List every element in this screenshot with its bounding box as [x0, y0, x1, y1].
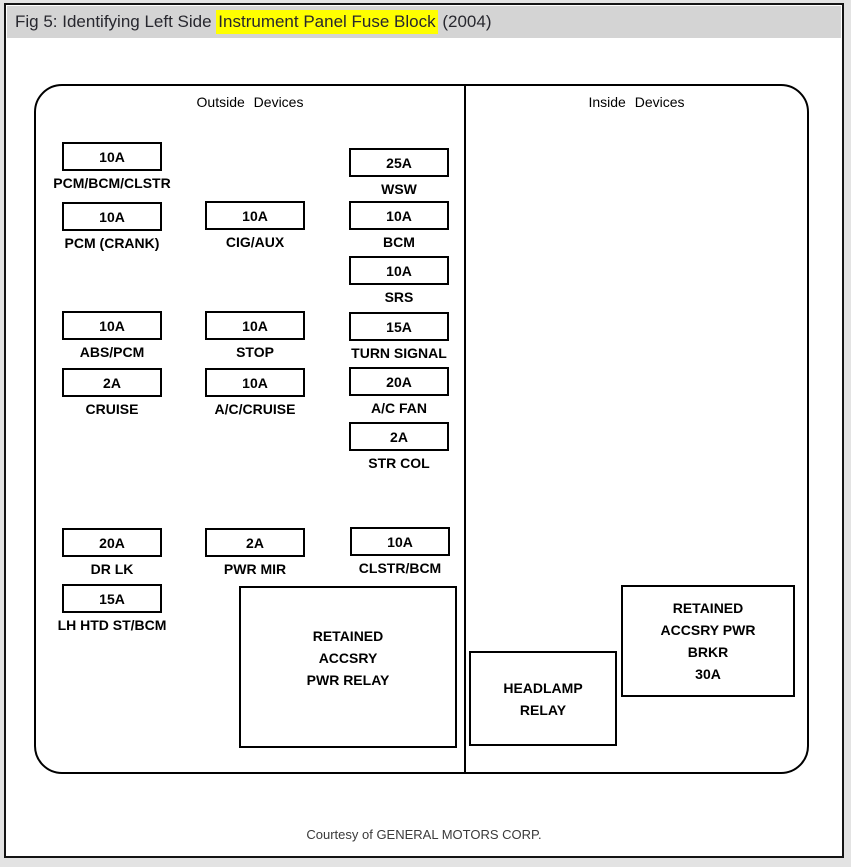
- fuse-item-cruise: [62, 368, 162, 417]
- fuse-block-diagram: [34, 84, 809, 774]
- relay-text-line: HEADLAMP: [503, 679, 583, 696]
- fuse-item-clstr-bcm: [350, 527, 450, 576]
- fuse-amp-rating: 2A: [205, 528, 305, 557]
- relay-text-line: RETAINED: [672, 600, 744, 616]
- relay-text-line: 30A: [695, 666, 721, 682]
- fuse-item-lh-htd-st-bcm: [57, 584, 167, 633]
- outside-devices-header: Outside Devices: [196, 94, 304, 110]
- fuse-label: WSW: [381, 181, 417, 197]
- fuse-amp-rating: 10A: [205, 368, 305, 397]
- fuse-amp-rating: 10A: [349, 201, 449, 230]
- relay-text-line: PWR RELAY: [306, 672, 390, 688]
- fuse-amp-rating: 2A: [349, 422, 449, 451]
- fuse-item-srs: [349, 256, 449, 305]
- fuse-amp-rating: 2A: [62, 368, 162, 397]
- fuse-item-a-c-cruise: [205, 368, 305, 417]
- fuse-item-abs-pcm: [62, 311, 162, 360]
- fuse-item-cig-aux: [205, 201, 305, 250]
- fuse-amp-rating: 10A: [349, 256, 449, 285]
- fuse-amp-rating: 15A: [62, 584, 162, 613]
- courtesy-credit: Courtesy of GENERAL MOTORS CORP.: [306, 827, 542, 842]
- fuse-amp-rating: 20A: [349, 367, 449, 396]
- fuse-label: STR COL: [368, 455, 430, 471]
- fuse-label: TURN SIGNAL: [351, 345, 447, 361]
- retained-accsry-pwr-relay-box: [239, 586, 457, 748]
- fuse-amp-rating: 10A: [62, 311, 162, 340]
- fuse-label: CLSTR/BCM: [358, 560, 442, 576]
- retained-accsry-pwr-brkr-box: [621, 585, 795, 697]
- fuse-amp-rating: 20A: [62, 528, 162, 557]
- relay-text-line: RELAY: [519, 701, 567, 718]
- fuse-item-turn-signal: [349, 312, 449, 361]
- headlamp-relay-box: [469, 651, 617, 746]
- fuse-label: SRS: [384, 289, 414, 305]
- fuse-label: A/C FAN: [371, 400, 427, 416]
- fuse-item-bcm: [349, 201, 449, 250]
- fuse-amp-rating: 10A: [62, 142, 162, 171]
- fuse-label: PWR MIR: [223, 561, 287, 577]
- fuse-amp-rating: 10A: [205, 201, 305, 230]
- fuse-item-stop: [205, 311, 305, 360]
- fuse-label: A/C/CRUISE: [214, 401, 296, 417]
- fuse-label: CRUISE: [85, 401, 139, 417]
- figure-title-prefix: Fig 5: Identifying Left Side: [15, 12, 217, 31]
- relay-text-line: BRKR: [687, 644, 729, 660]
- relay-text-line: ACCSRY PWR: [660, 622, 756, 638]
- section-divider-line: [464, 86, 466, 772]
- fuse-item-str-col: [349, 422, 449, 471]
- fuse-item-pcm-bcm-clstr: [53, 142, 171, 191]
- figure-frame: [4, 3, 844, 858]
- fuse-item-pwr-mir: [205, 528, 305, 577]
- fuse-label: PCM (CRANK): [64, 235, 160, 251]
- fuse-item-wsw: [349, 148, 449, 197]
- inside-devices-header: Inside Devices: [588, 94, 685, 110]
- fuse-label: DR LK: [90, 561, 134, 577]
- fuse-label: LH HTD ST/BCM: [57, 617, 167, 633]
- fuse-amp-rating: 10A: [205, 311, 305, 340]
- fuse-label: ABS/PCM: [79, 344, 145, 360]
- fuse-amp-rating: 10A: [62, 202, 162, 231]
- fuse-amp-rating: 15A: [349, 312, 449, 341]
- figure-title-bar: [7, 6, 841, 38]
- fuse-item-dr-lk: [62, 528, 162, 577]
- relay-text-line: ACCSRY: [318, 650, 378, 666]
- fuse-label: PCM/BCM/CLSTR: [53, 175, 171, 191]
- fuse-label: STOP: [236, 344, 274, 360]
- fuse-amp-rating: 25A: [349, 148, 449, 177]
- fuse-amp-rating: 10A: [350, 527, 450, 556]
- figure-title-suffix: (2004): [437, 12, 492, 31]
- fuse-label: BCM: [383, 234, 415, 250]
- fuse-item-a-c-fan: [349, 367, 449, 416]
- fuse-label: CIG/AUX: [225, 234, 285, 250]
- fuse-item-pcm-crank-: [62, 202, 162, 251]
- relay-text-line: RETAINED: [312, 628, 384, 644]
- figure-title-highlight: Instrument Panel Fuse Block: [216, 10, 437, 34]
